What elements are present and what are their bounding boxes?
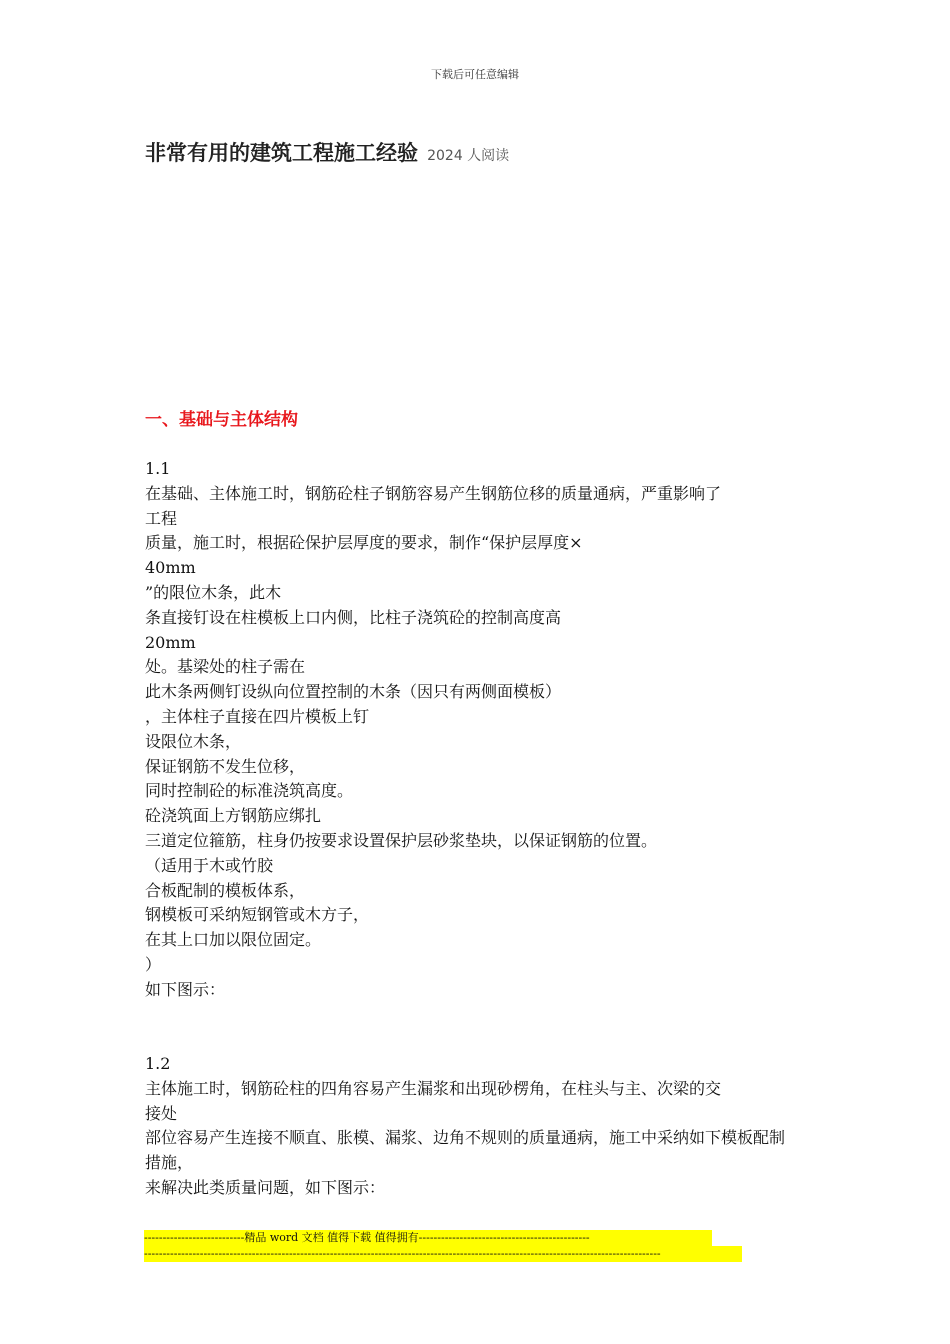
text-line: 20mm: [145, 632, 196, 652]
text-line: ，主体柱子直接在四片模板上钉: [145, 706, 370, 726]
text-line: （适用于木或竹胶: [145, 855, 274, 875]
text-line: 在基础、主体施工时，钢筋砼柱子钢筋容易产生钢筋位移的质量通病，严重影响了: [145, 483, 722, 503]
text-line: 措施，: [145, 1153, 194, 1173]
text-line: 钢模板可采纳短钢管或木方子，: [145, 905, 370, 925]
page-title: 非常有用的建筑工程施工经验: [145, 141, 418, 165]
text-line: 接处: [145, 1103, 178, 1123]
text-line: 1.2: [145, 1054, 171, 1073]
footer-row: ---------------------------精品 word 文档 值得下载 值得拥有----------------------------------------------: [144, 1230, 712, 1246]
section-heading: 一、基础与主体结构: [145, 410, 298, 430]
text-line: 来解决此类质量问题，如下图示：: [145, 1177, 386, 1197]
text-line: 工程: [145, 508, 178, 528]
text-line: 40mm: [145, 558, 196, 578]
paragraph-1-2: [145, 1052, 815, 1201]
text-line: 主体施工时，钢筋砼柱的四角容易产生漏浆和出现砂楞角，在柱头与主、次梁的交: [145, 1078, 722, 1098]
text-line: 三道定位箍筋，柱身仍按要求设置保护层砂浆垫块，以保证钢筋的位置。: [145, 830, 658, 850]
text-line: 部位容易产生连接不顺直、胀模、漏浆、边角不规则的质量通病，施工中采纳如下模板配制: [145, 1128, 786, 1148]
text-line: 在其上口加以限位固定。: [145, 930, 322, 950]
text-line: 砼浇筑面上方钢筋应绑扎: [145, 806, 322, 826]
footer-row: -------------------------------------------------------------------------------------------------------------------------------------------: [144, 1246, 742, 1262]
footer-banner: [144, 1230, 742, 1262]
text-line: ”的限位木条，此木: [145, 582, 282, 602]
text-line: 同时控制砼的标准浇筑高度。: [145, 781, 354, 801]
read-count: 2024 人阅读: [427, 148, 510, 164]
text-line: 此木条两侧钉设纵向位置控制的木条（因只有两侧面模板）: [145, 682, 562, 702]
text-line: 1.1: [145, 459, 171, 478]
text-line: 保证钢筋不发生位移，: [145, 756, 306, 776]
text-line: 合板配制的模板体系，: [145, 880, 306, 900]
text-line: 处。基梁处的柱子需在: [145, 657, 306, 677]
header-note: 下载后可任意编辑: [431, 68, 519, 81]
text-line: 质量，施工时，根据砼保护层厚度的要求，制作“保护层厚度×: [145, 533, 583, 553]
text-line: ）: [145, 954, 162, 974]
title-line: [145, 137, 509, 167]
text-line: 设限位木条，: [145, 731, 242, 751]
text-line: 条直接钉设在柱模板上口内侧，比柱子浇筑砼的控制高度高: [145, 607, 562, 627]
text-line: 如下图示：: [145, 979, 226, 999]
paragraph-1-1: [145, 457, 815, 1003]
